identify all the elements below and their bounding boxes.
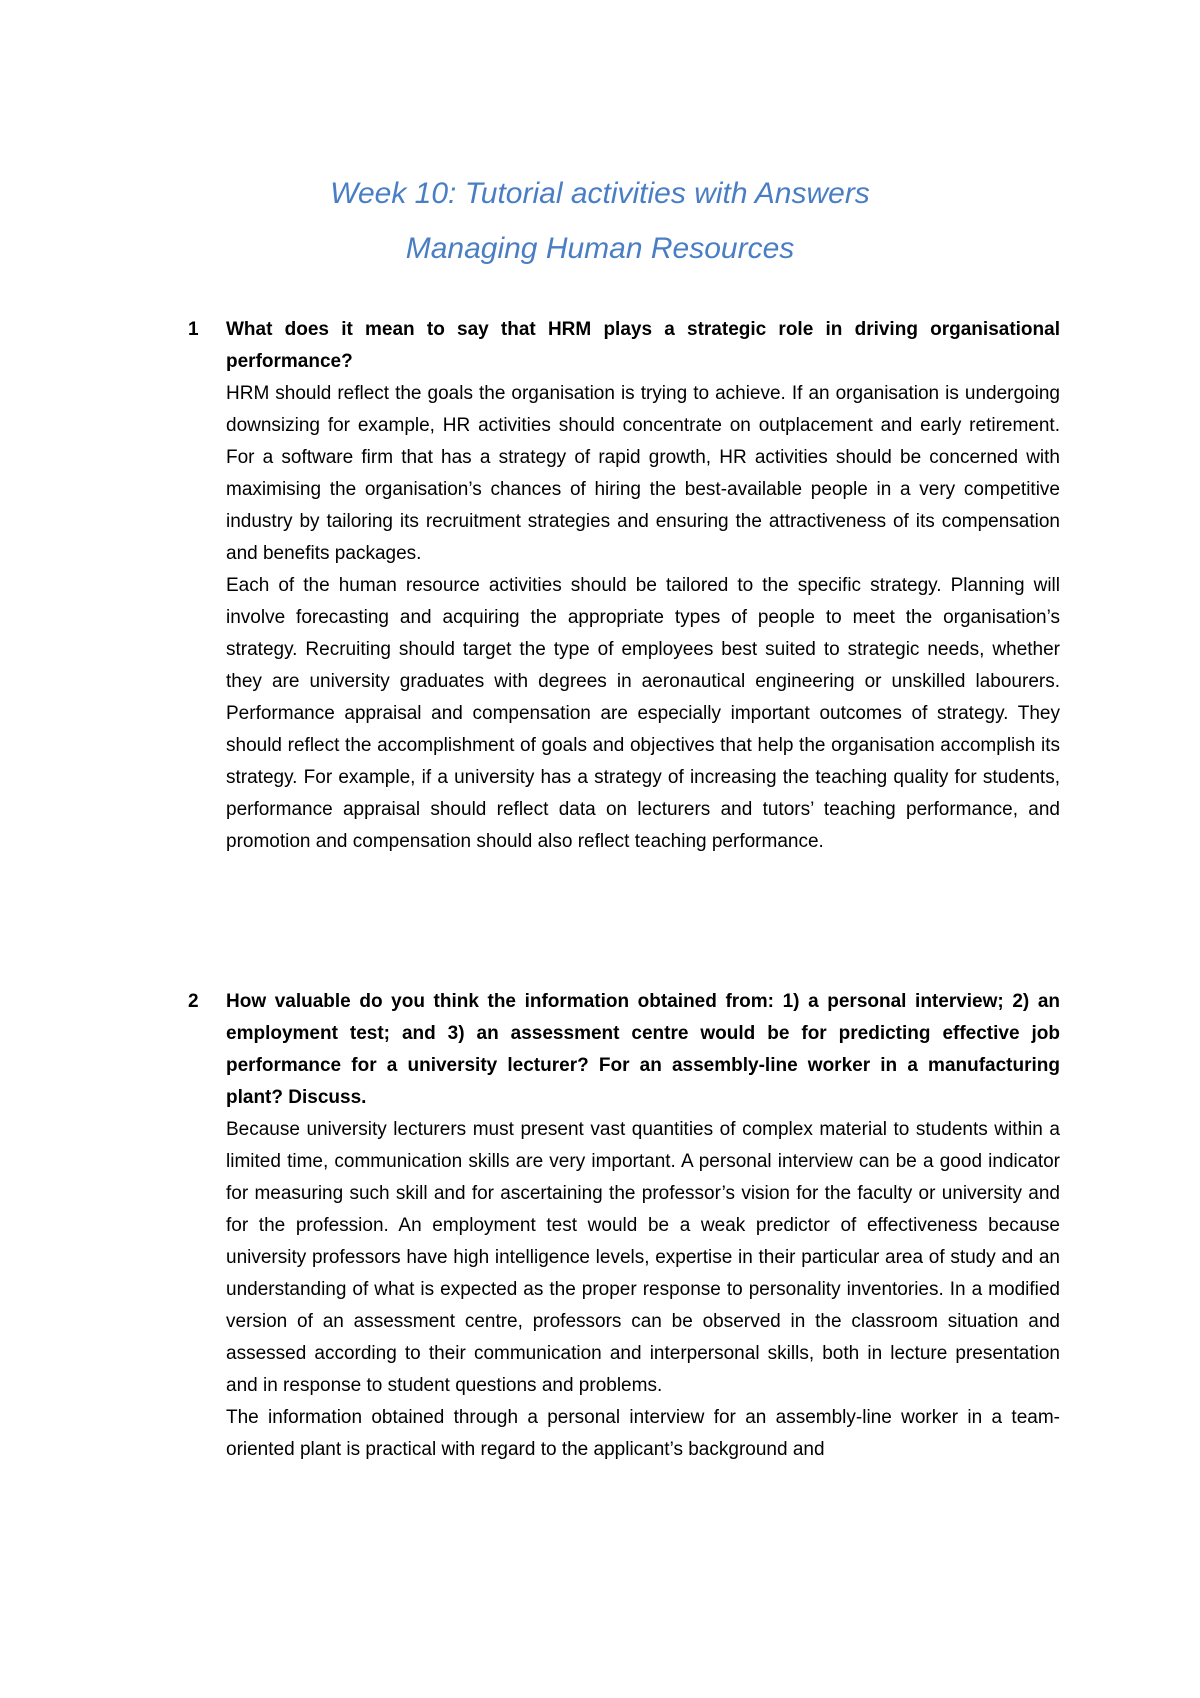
question-number: 1	[188, 319, 199, 340]
question-text: What does it mean to say that HRM plays a strategic role in driving organisational performance?	[226, 319, 1060, 372]
question-text: How valuable do you think the information obtained from: 1) a personal interview; 2) an employment test; and 3) an assessment centre would be for predicting effective job performance for a university lecturer? For an assembly-line worker in a manufacturing plant? Discuss.	[226, 991, 1060, 1108]
document-title: Week 10: Tutorial activities with Answers	[330, 177, 870, 210]
answer-paragraph: The information obtained through a personal interview for an assembly-line worker in a team-oriented plant is practical with regard to the applicant’s background and	[226, 1407, 1060, 1460]
question-block	[226, 986, 1060, 1466]
answer-paragraph: HRM should reflect the goals the organisation is trying to achieve. If an organisation is undergoing downsizing for example, HR activities should concentrate on outplacement and early retirement. For a software firm that has a strategy of rapid growth, HR activities should be concerned with maximising the organisation’s chances of hiring the best-available people in a very competitive industry by tailoring its recruitment strategies and ensuring the attractiveness of its compensation and benefits packages.	[226, 383, 1060, 564]
question-block	[226, 314, 1060, 858]
document-subtitle: Managing Human Resources	[405, 232, 795, 265]
answer-paragraph: Because university lecturers must present vast quantities of complex material to students within a limited time, communication skills are very important. A personal interview can be a good indicator for measuring such skill and for ascertaining the professor’s vision for the faculty or university and for the profession. An employment test would be a weak predictor of effectiveness because university professors have high intelligence levels, expertise in their particular area of study and an understanding of what is expected as the proper response to personality inventories. In a modified version of an assessment centre, professors can be observed in the classroom situation and assessed according to their communication and interpersonal skills, both in lecture presentation and in response to student questions and problems.	[226, 1119, 1060, 1396]
question-number: 2	[188, 991, 199, 1012]
answer-paragraph: Each of the human resource activities should be tailored to the specific strategy. Planning will involve forecasting and acquiring the appropriate types of people to meet the organisation’s strategy. Recruiting should target the type of employees best suited to strategic needs, whether they are university graduates with degrees in aeronautical engineering or unskilled labourers. Performance appraisal and compensation are especially important outcomes of strategy. They should reflect the accomplishment of goals and objectives that help the organisation accomplish its strategy. For example, if a university has a strategy of increasing the teaching quality for students, performance appraisal should reflect data on lecturers and tutors’ teaching performance, and promotion and compensation should also reflect teaching performance.	[226, 575, 1060, 852]
